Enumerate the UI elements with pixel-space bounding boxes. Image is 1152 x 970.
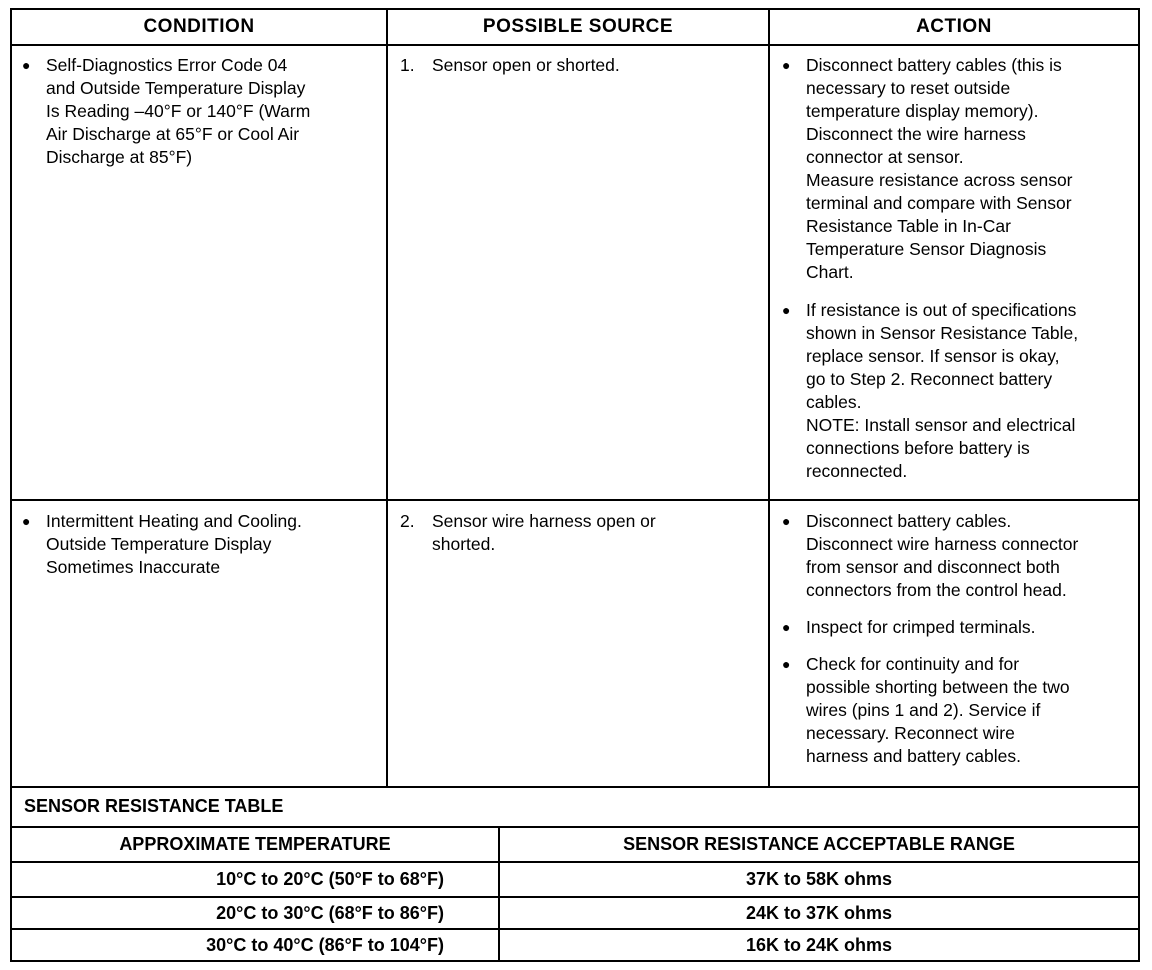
diagnosis-chart [10,8,1140,962]
action-text: If resistance is out of specifications shown in Sensor Resistance Table, replace sensor. If sensor is okay, go to Step 2. Reconnect battery cables. NOTE: Install sensor and electrical connections before battery is reconnected. [806,300,1079,481]
row-divider [12,499,1138,501]
action-item [782,510,1134,602]
table-divider [12,826,1138,828]
bullet-dot-icon: ● [22,513,31,529]
condition-text: Self-Diagnostics Error Code 04 and Outside Temperature Display Is Reading –40°F or 140°F (Warm Air Discharge at 65°F or Cool Air Discharge at 85°F) [46,55,311,167]
bullet-dot-icon: ● [782,302,791,318]
action-item [782,616,1134,639]
column-divider [386,10,388,786]
header-condition: CONDITION [143,16,255,37]
table-divider [12,896,1138,898]
header-possible-source: POSSIBLE SOURCE [482,16,674,37]
action-cell [782,510,1134,768]
table-divider [12,928,1138,930]
source-number: 1. [400,55,415,75]
action-text: Check for continuity and for possible shorting between the two wires (pins 1 and 2). Service if necessary. Reconnect wire harness and battery cables. [806,654,1070,766]
action-item [782,653,1134,768]
column-divider [768,10,770,786]
range-cell: 16K to 24K ohms [745,935,893,955]
action-item [782,299,1134,483]
bullet-dot-icon: ● [782,619,791,635]
header-action: ACTION [916,16,992,37]
temperature-cell: 10°C to 20°C (50°F to 68°F) [216,869,444,889]
bullet-dot-icon: ● [782,513,791,529]
source-cell [400,510,760,556]
condition-cell [22,510,378,579]
range-cell: 24K to 37K ohms [745,903,893,923]
column-header-temperature: APPROXIMATE TEMPERATURE [119,834,391,854]
action-text: Inspect for crimped terminals. [806,617,1036,637]
action-text: Disconnect battery cables (this is necessary to reset outside temperature display memory). Disconnect the wire harness connector at sensor. Measure resistance across sensor terminal and compare with Sensor Resistance Table in In-Car Temperature Sensor Diagnosis Chart. [806,55,1073,282]
bullet-dot-icon: ● [782,656,791,672]
condition-text: Intermittent Heating and Cooling. Outside Temperature Display Sometimes Inaccurate [46,511,302,577]
range-cell: 37K to 58K ohms [745,869,893,889]
bullet-dot-icon: ● [22,57,31,73]
source-text: Sensor open or shorted. [432,55,620,75]
condition-cell [22,54,378,169]
section-divider [12,786,1138,788]
source-number: 2. [400,511,415,531]
source-cell [400,54,760,77]
table-divider [12,861,1138,863]
bullet-dot-icon: ● [782,57,791,73]
header-divider [12,44,1138,46]
temperature-cell: 30°C to 40°C (86°F to 104°F) [206,935,444,955]
action-cell [782,54,1134,483]
action-item [782,54,1134,284]
action-text: Disconnect battery cables. Disconnect wire harness connector from sensor and disconnect both connectors from the control head. [806,511,1079,600]
resistance-table-title: SENSOR RESISTANCE TABLE [24,796,284,816]
temperature-cell: 20°C to 30°C (68°F to 86°F) [216,903,444,923]
source-text: Sensor wire harness open or shorted. [432,511,656,554]
column-header-range: SENSOR RESISTANCE ACCEPTABLE RANGE [623,834,1015,854]
